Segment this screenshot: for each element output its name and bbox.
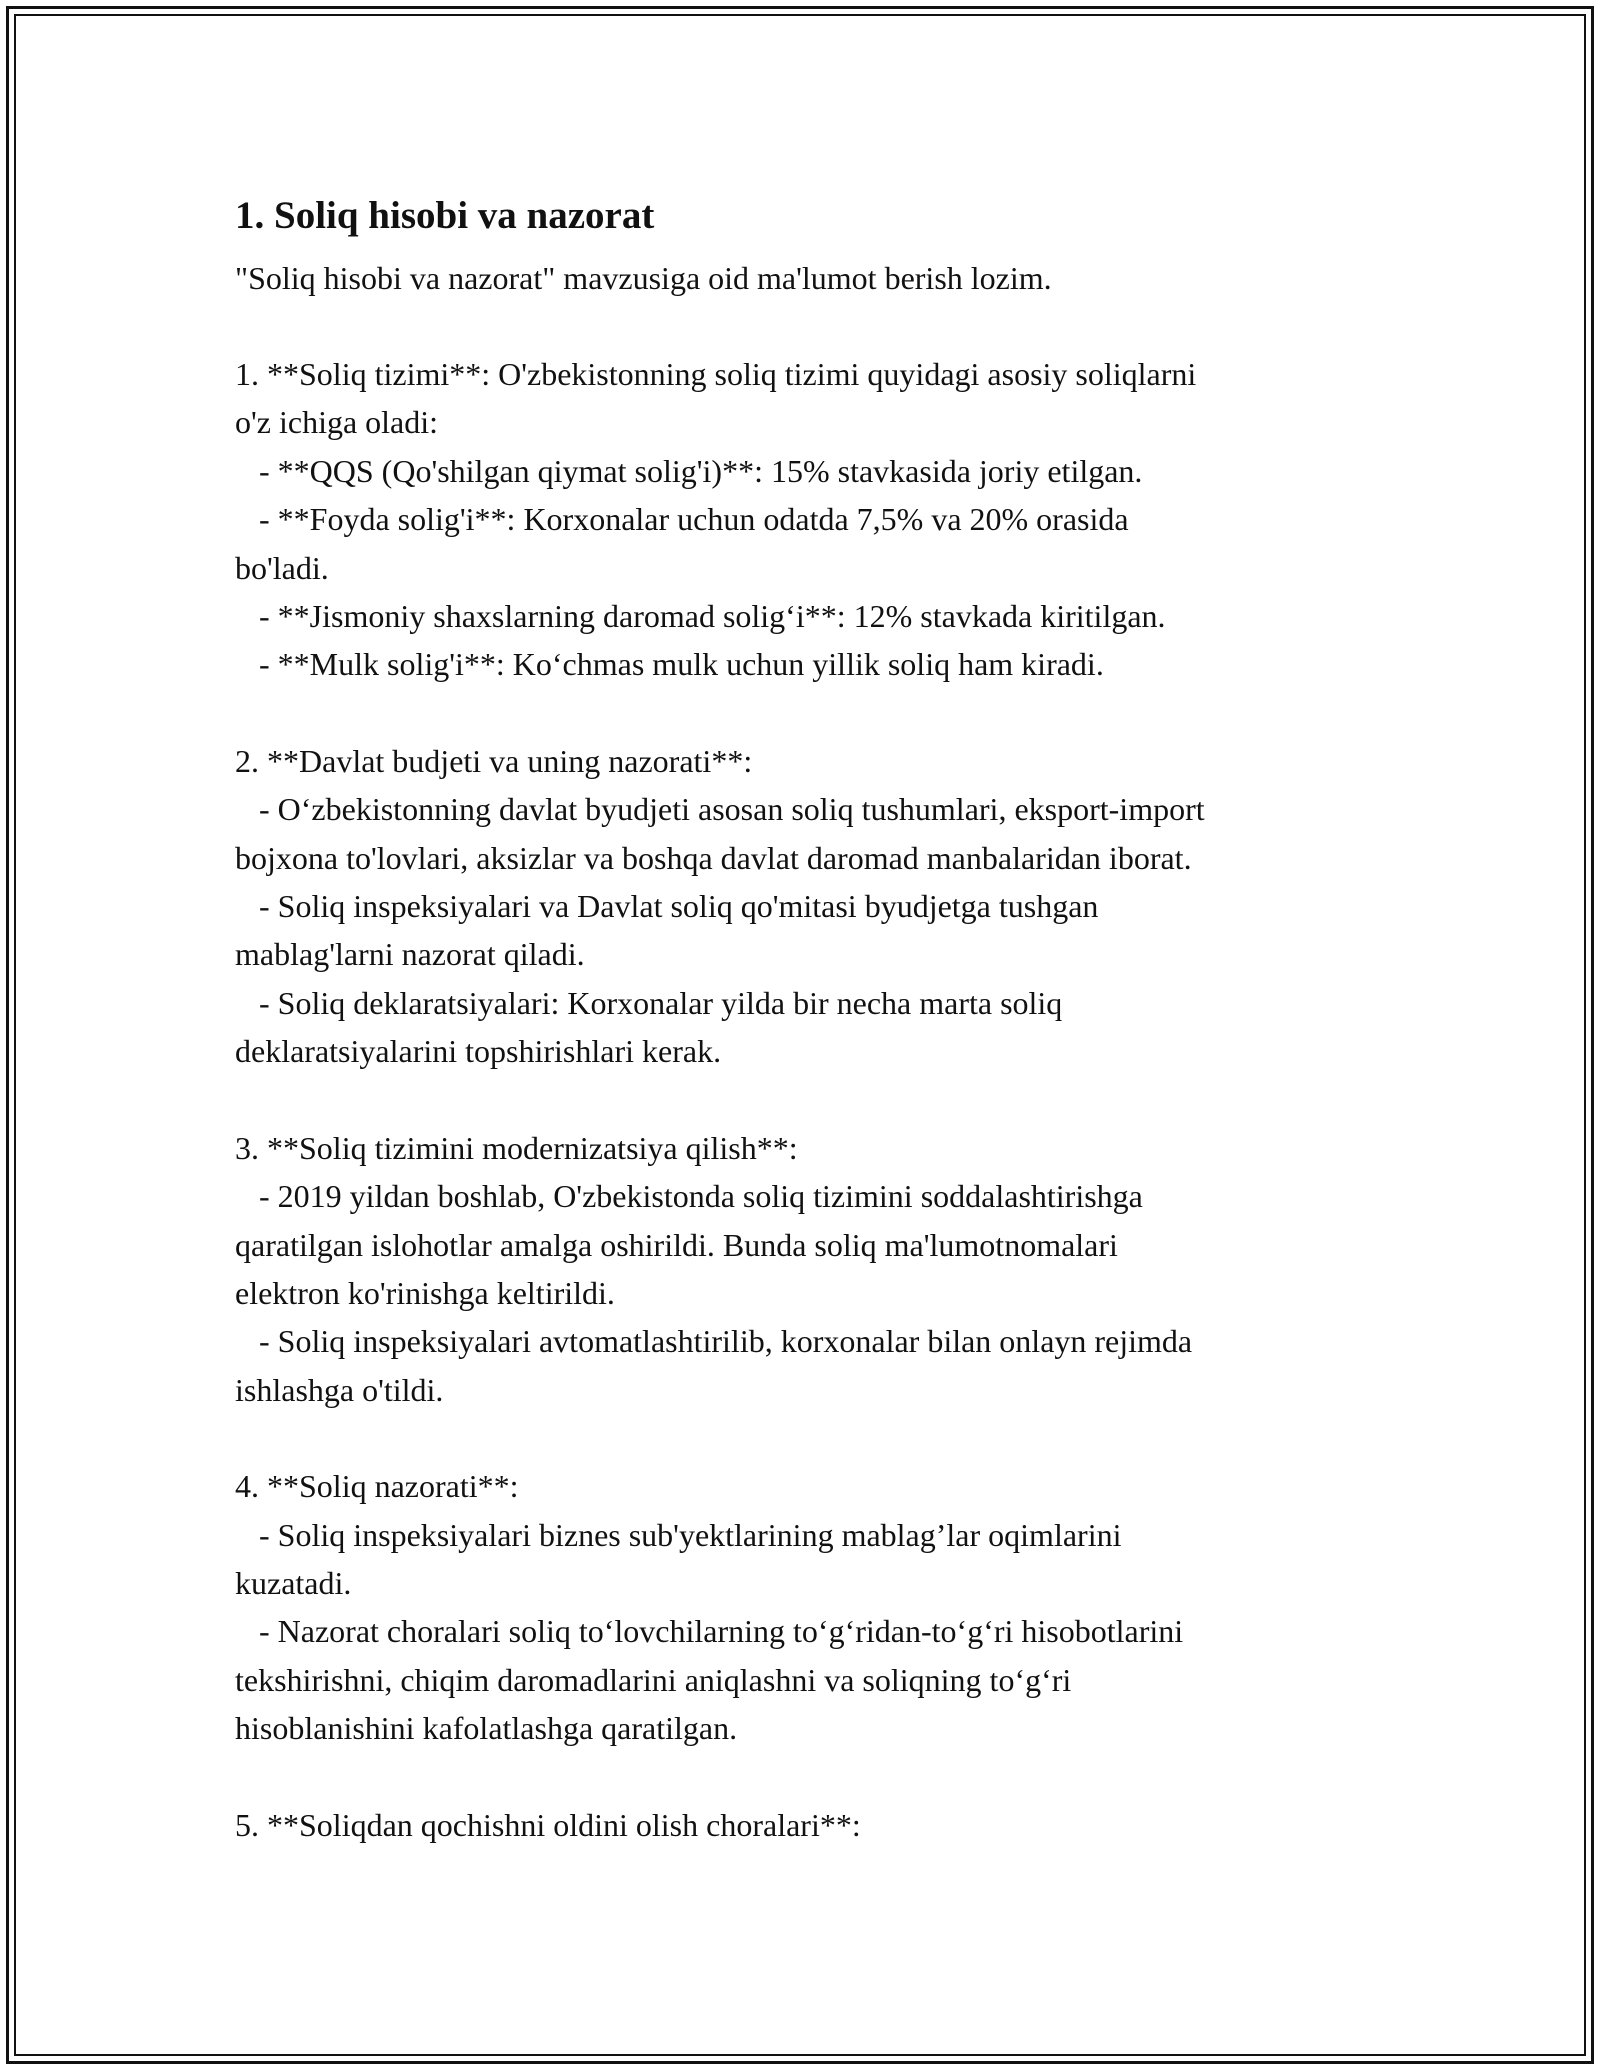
section-4 [235,1462,1365,1752]
section-line: - **Jismoniy shaxslarning daromad solig‘i**: 12% stavkada kiritilgan. [235,598,1166,635]
section-line: - Soliq inspeksiyalari avtomatlashtirilib, korxonalar bilan onlayn rejimda [235,1323,1193,1360]
section-line: - O‘zbekistonning davlat byudjeti asosan soliq tushumlari, eksport-import [235,791,1205,828]
section-1 [235,350,1365,689]
section-line: kuzatadi. [235,1564,352,1601]
section-line: 3. **Soliq tizimini modernizatsiya qilish**: [235,1129,798,1166]
section-line: tekshirishni, chiqim daromadlarini aniqlashni va soliqning to‘g‘ri [235,1661,1072,1698]
section-line: ishlashga o'tildi. [235,1371,444,1408]
section-line: hisoblanishini kafolatlashga qaratilgan. [235,1710,738,1747]
section-line: 5. **Soliqdan qochishni oldini olish choralari**: [235,1806,861,1843]
section-line: o'z ichiga oladi: [235,404,439,441]
section-line: - **QQS (Qo'shilgan qiymat solig'i)**: 15% stavkasida joriy etilgan. [235,452,1143,489]
section-line: 4. **Soliq nazorati**: [235,1468,519,1505]
section-line: - 2019 yildan boshlab, O'zbekistonda soliq tizimini soddalashtirishga [235,1178,1143,1215]
section-line: - **Foyda solig'i**: Korxonalar uchun odatda 7,5% va 20% orasida [235,501,1129,538]
intro-paragraph: "Soliq hisobi va nazorat" mavzusiga oid ma'lumot berish lozim. [235,260,1052,296]
section-line: - Soliq inspeksiyalari va Davlat soliq qo'mitasi byudjetga tushgan [235,888,1099,925]
section-line: - **Mulk solig'i**: Ko‘chmas mulk uchun yillik soliq ham kiradi. [235,646,1104,683]
section-line: deklaratsiyalarini topshirishlari kerak. [235,1033,722,1070]
section-3 [235,1124,1365,1414]
section-line: - Soliq inspeksiyalari biznes sub'yektlarining mablag’lar oqimlarini [235,1516,1122,1553]
section-line: 2. **Davlat budjeti va uning nazorati**: [235,742,753,779]
document-title: 1. Soliq hisobi va nazorat [235,194,655,237]
section-5 [235,1801,1365,1849]
document-body [235,184,1365,1897]
section-line: - Soliq deklaratsiyalari: Korxonalar yilda bir necha marta soliq [235,984,1063,1021]
section-line: - Nazorat choralari soliq to‘lovchilarning to‘g‘ridan-to‘g‘ri hisobotlarini [235,1613,1184,1650]
section-2 [235,737,1365,1076]
section-line: bo'ladi. [235,549,329,586]
section-line: bojxona to'lovlari, aksizlar va boshqa davlat daromad manbalaridan iborat. [235,839,1192,876]
section-line: qaratilgan islohotlar amalga oshirildi. Bunda soliq ma'lumotnomalari [235,1226,1118,1263]
section-line: elektron ko'rinishga keltirildi. [235,1274,615,1311]
section-line: 1. **Soliq tizimi**: O'zbekistonning soliq tizimi quyidagi asosiy soliqlarni [235,356,1197,392]
sections-list [235,350,1365,1849]
section-line: mablag'larni nazorat qiladi. [235,936,585,973]
